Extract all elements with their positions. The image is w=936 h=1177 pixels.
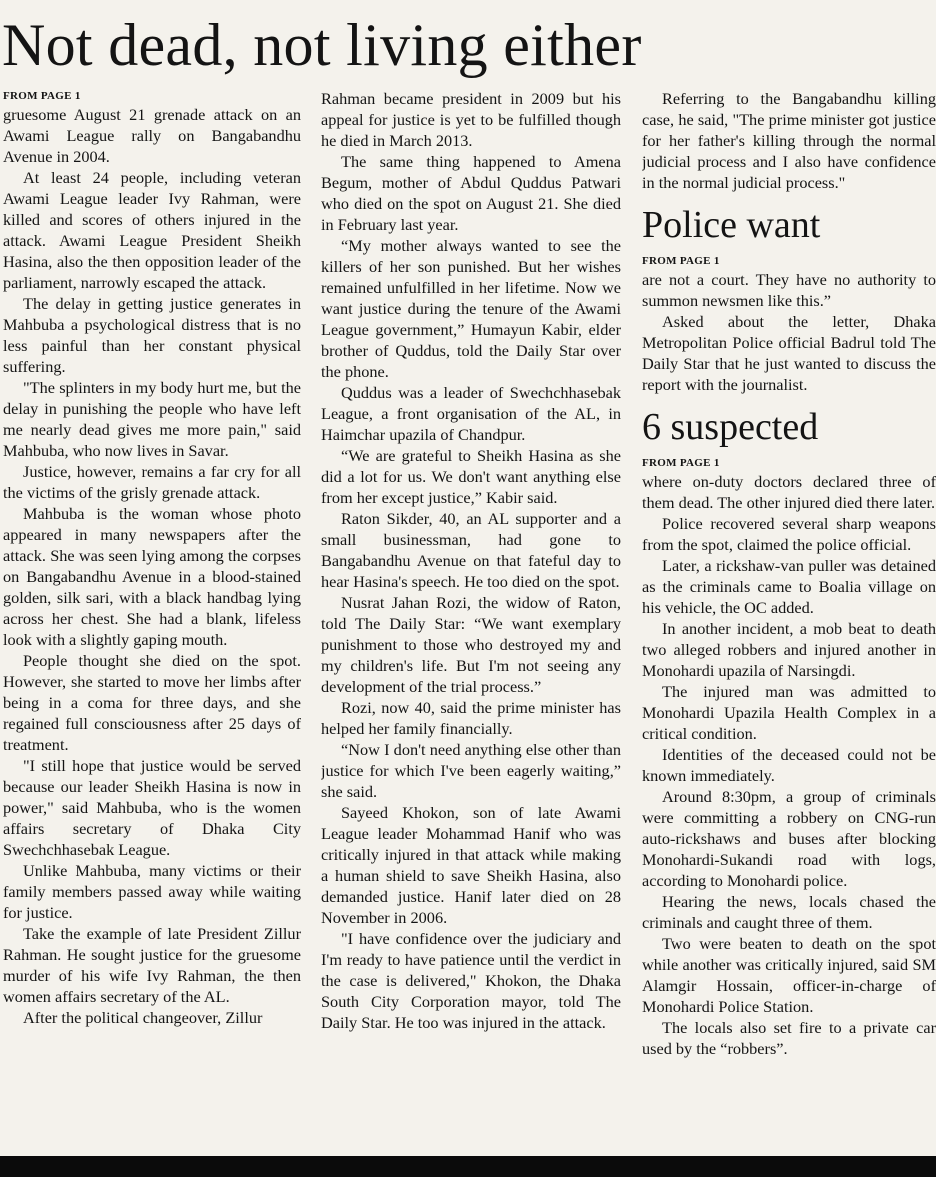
paragraph: Unlike Mahbuba, many victims or their family members passed away while waiting for justice. bbox=[3, 861, 301, 922]
scan-bottom-edge bbox=[0, 1156, 936, 1177]
headline: Not dead, not living either bbox=[2, 12, 642, 78]
paragraph: At least 24 people, including veteran Awami League leader Ivy Rahman, were killed and scores of others injured in the attack. Awami League President Sheikh Hasina, also the then opposition leader of the parliament, narrowly escaped the attack. bbox=[3, 168, 301, 292]
paragraph: where on-duty doctors declared three of them dead. The other injured died there later. bbox=[642, 472, 936, 512]
paragraph: Around 8:30pm, a group of criminals were committing a robbery on CNG-run auto-rickshaws and buses after blocking Monohardi-Sukandi road with logs, according to Monohardi police. bbox=[642, 787, 936, 890]
paragraph: “Now I don't need anything else other than justice for which I've been eagerly waiting,” she said. bbox=[321, 740, 621, 801]
paragraph: Nusrat Jahan Rozi, the widow of Raton, told The Daily Star: “We want exemplary punishment to those who destroyed my and my children's life. But I'm not seeing any development of the trial process.” bbox=[321, 593, 621, 696]
paragraph: Raton Sikder, 40, an AL supporter and a small businessman, had gone to Bangabandhu Avenue on that fateful day to hear Hasina's speech. He too died on the spot. bbox=[321, 509, 621, 591]
paragraph: gruesome August 21 grenade attack on an Awami League rally on Bangabandhu Avenue in 2004. bbox=[3, 105, 301, 166]
paragraph: "The splinters in my body hurt me, but the delay in punishing the people who have left me nearly dead gives me more pain," said Mahbuba, who now lives in Savar. bbox=[3, 378, 301, 460]
paragraph: “My mother always wanted to see the killers of her son punished. But her wishes remained unfulfilled in her lifetime. Now we want justice during the tenure of the Awami League government,” Humayun Kabir, elder brother of Quddus, told the Daily Star over the phone. bbox=[321, 236, 621, 381]
paragraph: Quddus was a leader of Swechchhasebak League, a front organisation of the AL, in Haimchar upazila of Chandpur. bbox=[321, 383, 621, 444]
article-column-3 bbox=[642, 88, 936, 1156]
paragraph: The locals also set fire to a private car used by the “robbers”. bbox=[642, 1018, 936, 1058]
paragraph: are not a court. They have no authority to summon newsmen like this.” bbox=[642, 270, 936, 310]
paragraph: "I still hope that justice would be served because our leader Sheikh Hasina is now in power," said Mahbuba, who is the women affairs secretary of Dhaka City Swechchhasebak League. bbox=[3, 756, 301, 859]
paragraph: Mahbuba is the woman whose photo appeared in many newspapers after the attack. She was seen lying among the corpses on Bangabandhu Avenue in a blood-stained golden, silk sari, with a black handbag lying across her chest. She had a blank, lifeless look with a slightly gaping mouth. bbox=[3, 504, 301, 649]
from-page-label: FROM PAGE 1 bbox=[642, 457, 720, 469]
paragraph: Hearing the news, locals chased the criminals and caught three of them. bbox=[642, 892, 936, 932]
article-column-2 bbox=[321, 88, 621, 1156]
paragraph: Rozi, now 40, said the prime minister has helped her family financially. bbox=[321, 698, 621, 738]
paragraph: “We are grateful to Sheikh Hasina as she did a lot for us. We don't want anything else from her except justice,” Kabir said. bbox=[321, 446, 621, 507]
paragraph: After the political changeover, Zillur bbox=[23, 1008, 263, 1027]
paragraph: Police recovered several sharp weapons from the spot, claimed the police official. bbox=[642, 514, 936, 554]
paragraph: Later, a rickshaw-van puller was detained as the criminals came to Boalia village on his vehicle, the OC added. bbox=[642, 556, 936, 617]
paragraph: The injured man was admitted to Monohardi Upazila Health Complex in a critical condition. bbox=[642, 682, 936, 743]
paragraph: "I have confidence over the judiciary and I'm ready to have patience until the verdict in the case is delivered," Khokon, the Dhaka South City Corporation mayor, told The Daily Star. He too was injured in the attack. bbox=[321, 929, 621, 1032]
paragraph: Asked about the letter, Dhaka Metropolitan Police official Badrul told The Daily Star that he just wanted to discuss the report with the journalist. bbox=[642, 312, 936, 394]
paragraph: In another incident, a mob beat to death two alleged robbers and injured another in Monohardi upazila of Narsingdi. bbox=[642, 619, 936, 680]
paragraph: Sayeed Khokon, son of late Awami League leader Mohammad Hanif who was critically injured in that attack while making a human shield to save Sheikh Hasina, also demanded justice. Hanif later died on 28 November in 2006. bbox=[321, 803, 621, 927]
article-column-1 bbox=[3, 88, 301, 1156]
from-page-label: FROM PAGE 1 bbox=[3, 90, 81, 102]
paragraph: Referring to the Bangabandhu killing case, he said, "The prime minister got justice for her father's killing through the normal judicial process and I also have confidence in the normal judicial process." bbox=[642, 89, 936, 192]
paragraph: The same thing happened to Amena Begum, mother of Abdul Quddus Patwari who died on the spot on August 21. She died in February last year. bbox=[321, 152, 621, 234]
story-headline-6-suspected: 6 suspected bbox=[642, 406, 819, 448]
paragraph: Two were beaten to death on the spot while another was critically injured, said SM Alamgir Hossain, officer-in-charge of Monohardi Police Station. bbox=[642, 934, 936, 1016]
from-page-label: FROM PAGE 1 bbox=[642, 255, 720, 267]
paragraph: Take the example of late President Zillur Rahman. He sought justice for the gruesome murder of his wife Ivy Rahman, the then women affairs secretary of the AL. bbox=[3, 924, 301, 1006]
paragraph: Rahman became president in 2009 but his appeal for justice is yet to be fulfilled though he died in March 2013. bbox=[321, 89, 621, 150]
paragraph: People thought she died on the spot. However, she started to move her limbs after being in a coma for three days, and she regained full consciousness after 25 days of treatment. bbox=[3, 651, 301, 754]
paragraph: The delay in getting justice generates in Mahbuba a psychological distress that is no less painful than her constant physical suffering. bbox=[3, 294, 301, 376]
paragraph: Justice, however, remains a far cry for all the victims of the grisly grenade attack. bbox=[3, 462, 301, 502]
paragraph: Identities of the deceased could not be known immediately. bbox=[642, 745, 936, 785]
story-headline-police-want: Police want bbox=[642, 204, 821, 246]
